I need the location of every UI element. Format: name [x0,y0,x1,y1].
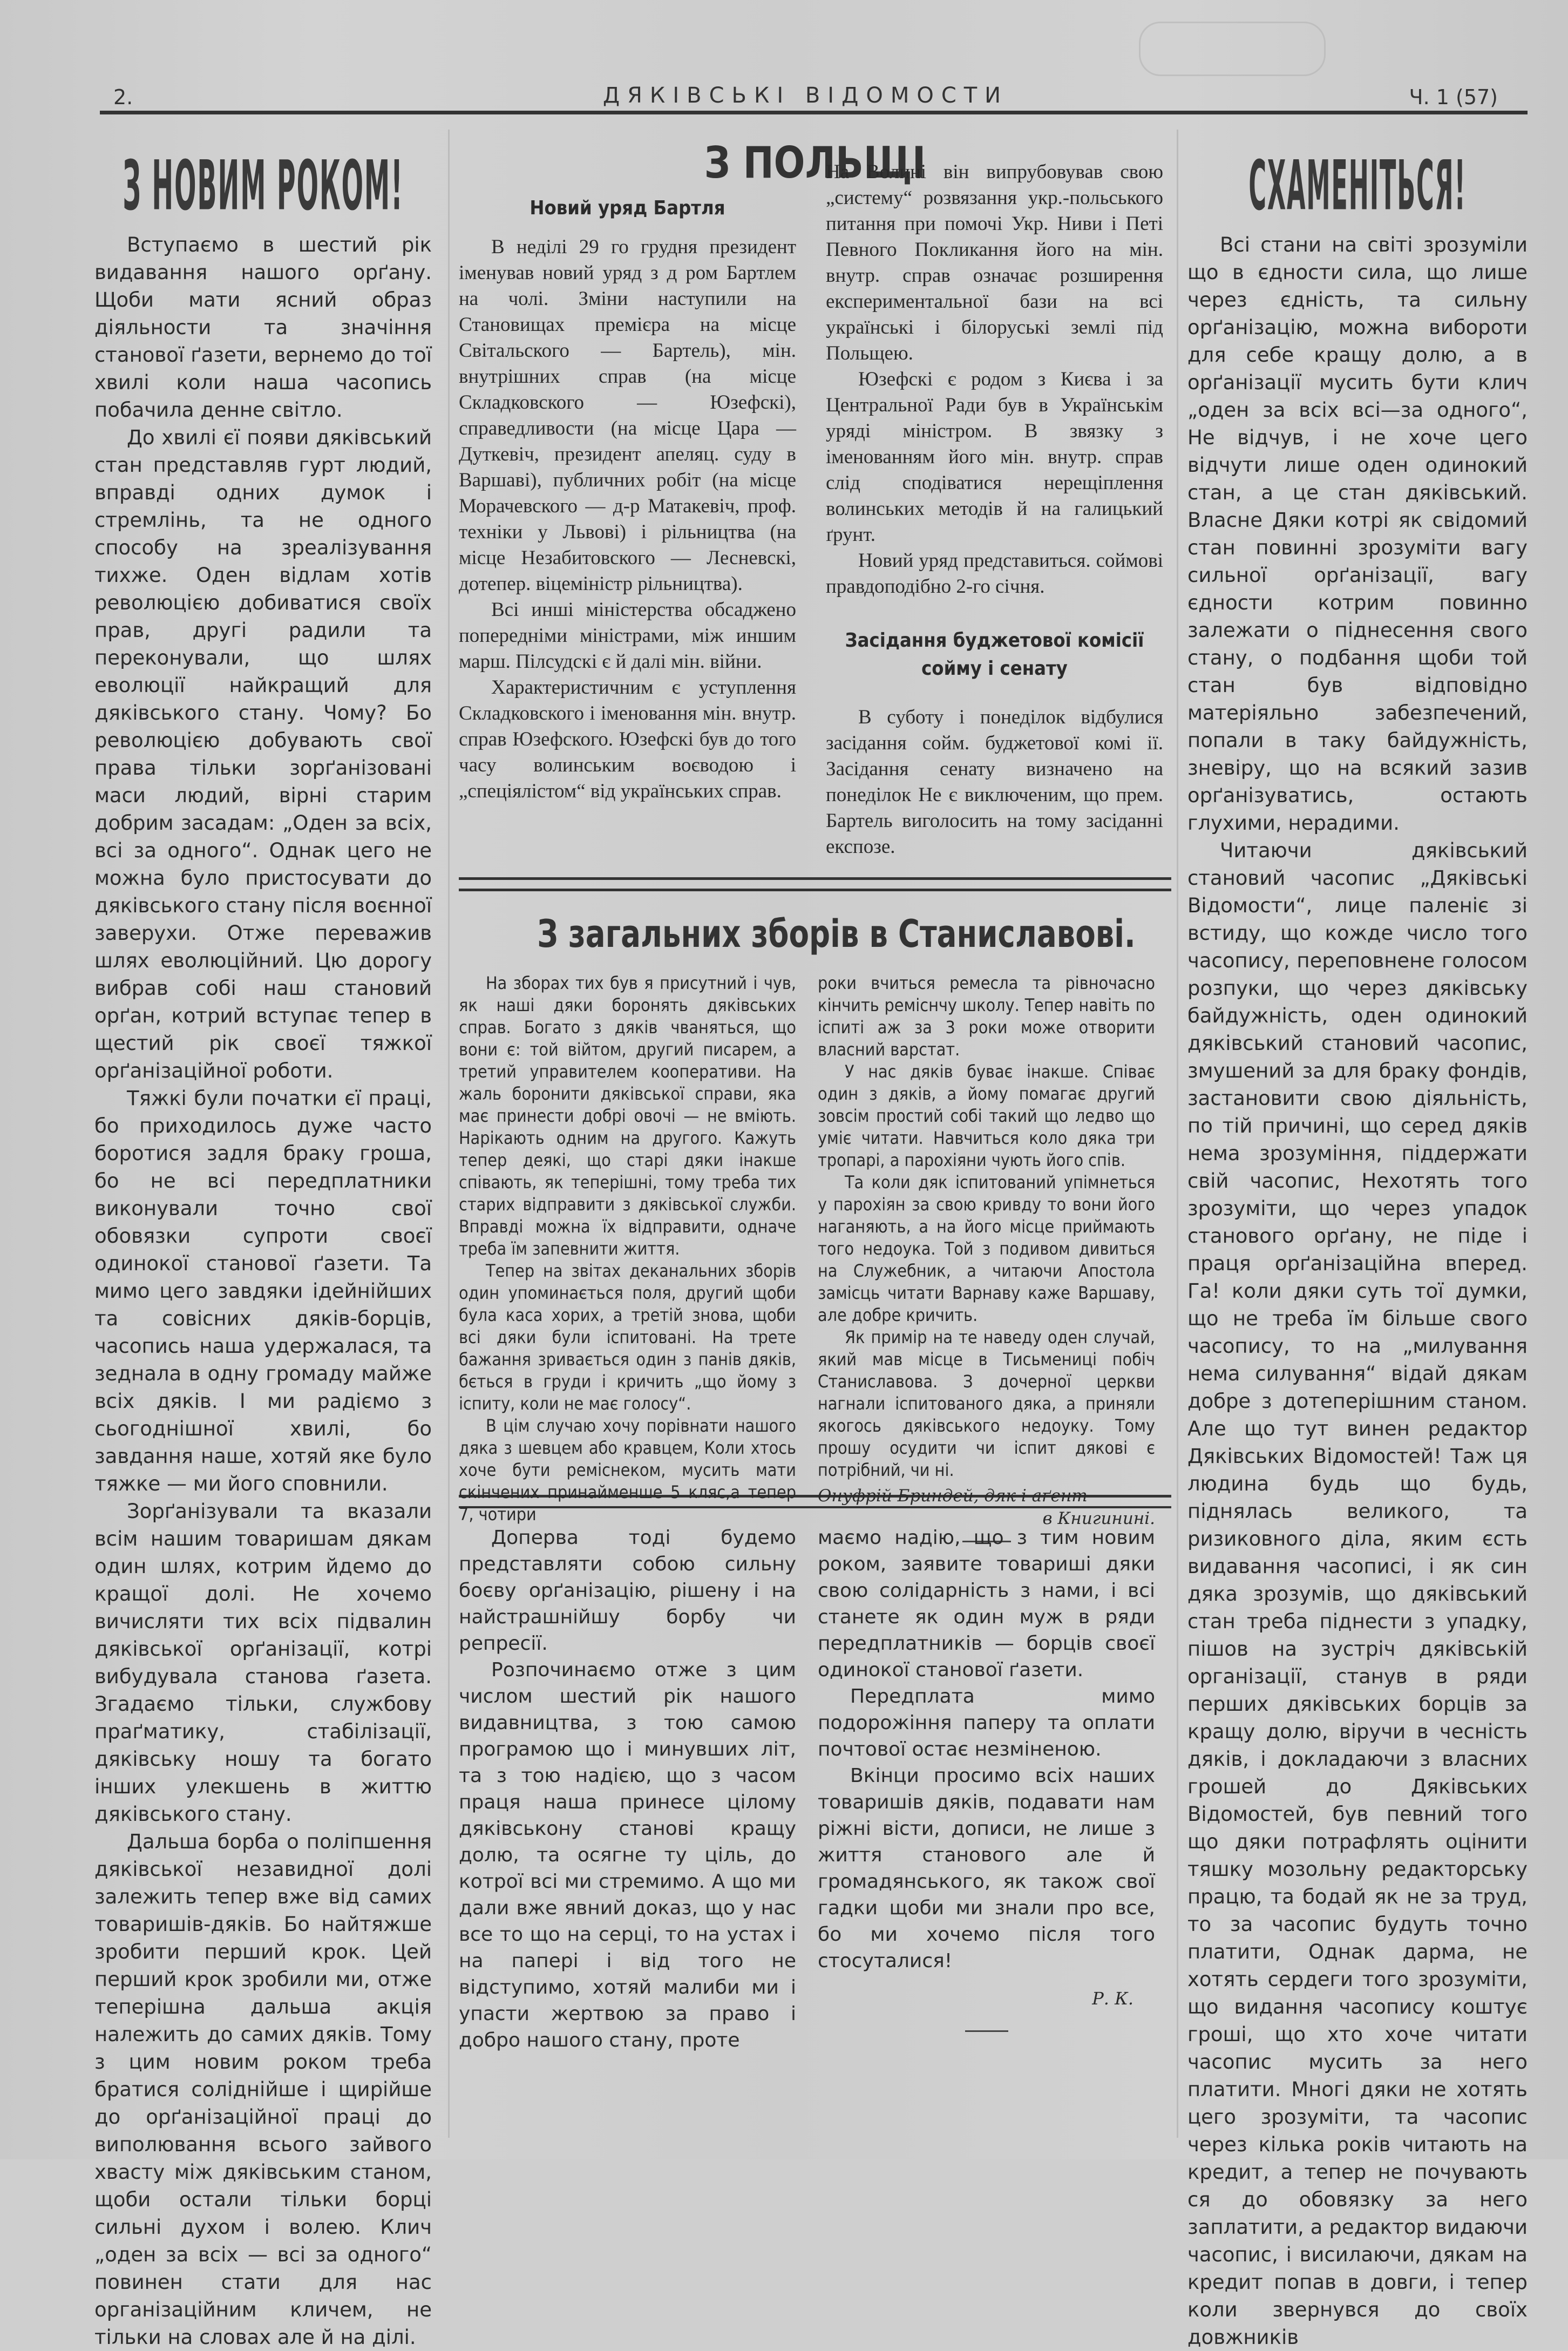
continuation-column-a [459,1525,796,2054]
paragraph: До хвилі єї появи дяківський стан представляв гурт людий, вправді одних думок і стремлінь, та не одного способу на зреалізування тихже. Оден відлам хотів революцією добиватися своїх прав, другі радили та переконували, що шлях еволюції найкращий для дяківського стану. Чому? Бо революцією добувають свої права тільки зорґанізовані маси людий, вірні старим добрим засадам: „Оден за всіх, всі за одного“. Однак цего не можна було пристосувати до дяківського стану після воєнної заверухи. Отже переважив шлях еволюційний. Цю дорогу вибрав собі наш становий орґан, котрий вступає тепер в щестий рік своєї тяжкої орґанізаційної роботи. [94,426,432,1082]
newspaper-title: ДЯКІВСЬКІ ВІДОМОСТИ [602,83,1009,108]
poland-column-b [826,159,1163,860]
paragraph: Розпочинаємо отже з цим числом шестий рік нашого видавництва, з тою самою програмою що і минувших літ, та з тою надією, що з часом праця наша принесе цілому дяківськону станові кращу долю, та осягне ту ціль, до котрої всі ми стремимо. А що ми дали вже явний доказ, що у нас все то що на серці, то на устах і на папері і від того не відступимо, хотяй малиби ми і упасти жертвою за право і добро нашого стану, проте [459,1659,796,2051]
paragraph: Новий уряд представиться. соймові правдоподібно 2-го січня. [826,550,1163,598]
running-header [103,81,1509,113]
article-from-poland [459,138,1171,877]
paragraph: Тяжкі були початки єї праці, бо приходилось дуже часто боротися задля браку гроша, бо не всі передплатники виконували точно свої обовязки супроти своєї одинокої станової ґазети. Та мимо цего завдяки ідейнійших та совісних дяків-борців, часопись наша удержалася, та зеднала в одну громаду майже всіх дяків. І ми радіємо з сьогоднішної хвилі, бо завдання наше, хотяй яке було тяжке — ми його сповнили. [94,1087,432,1495]
stanislaviv-column-a [459,972,796,1526]
section-divider [459,877,1171,891]
stanislaviv-column-b [818,972,1155,1542]
author-signature [818,1485,1155,1530]
article-new-year [94,146,432,2351]
paragraph: В неділі 29 го грудня президент іменував новий уряд з д ром Бартлем на чолі. Зміни наступили на Становищах премієра на місце Світальского — Бартель), мін. внутрішних справ (на місце Складковского — Юзефскі), справедливости (на місце Цара — Дуткевіч, президент апеляц. суду в Варшаві), публичних робіт (на місце Морачевского — д-р Матакевіч, проф. техніки у Львові) і рільництва (на місце Незабитовского — Лесневскі, дотепер. віцеміністр рільництва). [459,236,796,595]
issue-number: Ч. 1 (57) [1409,85,1498,109]
article-stanislaviv [459,912,1171,1528]
continuation-column-b [818,1525,1155,2032]
paragraph: Вкінци просимо всіх наших товаришів дяків, подавати нам ріжні вісти, дописи, не лише з життя станового але й громадянського, як також свої гадки щоби ми знали про все, бо ми хочемо після того стосуталися! [818,1765,1155,1972]
author-initials: Р. К. [1092,1988,1133,2009]
paragraph: Передплата мимо подорожіння паперу та оплати почтової остає незміненою. [818,1685,1155,1760]
paragraph: Характеристичним є уступлення Складковского і іменовання мін. внутр. справ Юзефского. Юзефскі був до того часу волинським воєводою і „спеціялістом“ від українських справ. [459,676,796,802]
paragraph: Доперва тоді будемо представляти собою сильну боєву орґанізацію, рішену і на найстрашнійшу борбу чи репресії. [459,1527,796,1655]
article-title: З загальних зборів в Станиславові. [537,912,1136,956]
middle-section [459,138,1171,2064]
paragraph: Як примір на те наведу оден случай, який мав місце в Тисьмениці побіч Станиславова. З дочерної церкви нагнали іспитованого дяка, а приняли якогось дяківського недоуку. Тому прошу осудити чи іспит дякові є потрібний, чи ні. [818,1327,1155,1480]
subheading: Новий уряд Бартля [530,197,725,219]
paragraph: В суботу і понеділок відбулися засідання сойм. буджетової комі ії. Засідання сенату визначено на понеділок Не є виключеним, що прем. Бартель виголосить на тому засіданні експозе. [826,706,1163,858]
subheading: Засідання буджетової комісії сойму і сенату [845,629,1144,680]
paragraph: маємо надію, що з тим новим роком, заявите товариші дяки свою солідарність з нами, і всі станете як один муж в ряди передплатників — борців своєї одинокої станової ґазети. [818,1527,1155,1681]
paragraph: Та коли дяк іспитований упімнеться у парохіян за свою кривду то вони його наганяють, а на його місце приймають того недоука. Той з подивом дивиться на Служебник, а читаючи Апостола замісць читати Варнаву каже Варшаву, але добре кричить. [818,1172,1155,1325]
end-mark [965,2030,1008,2032]
column-divider [448,130,450,2138]
signature-name: Онуфрій Бриндей, дяк і аґент [818,1486,1088,1506]
section-title: З ПОЛЬЩІ [704,138,926,188]
article-title: З НОВИМ РОКОМ! [123,146,404,226]
paragraph: Юзефскі є родом з Києва і за Центральної Ради був в Українськім уряді міністром. В звязку з іменованням його мін. внутр. справ слід сподіватися нерещіплення волинських методів й на галицький ґрунт. [826,368,1163,546]
page-number: 2. [113,85,133,109]
paragraph: Тепер на звітах деканальних зборів один упоминається поля, другий щоби була каса хорих, а третій знова, щоби всі дяки були іспитовані. На трете бажання зривається один з панів дяків, бється в груди і кричить „що йому з іспиту, коли не має голосу“. [459,1261,796,1414]
new-year-continuation [459,1525,1171,2064]
paragraph: У нас дяків буває інакше. Співає один з дяків, а йому помагає другий зовсім простий собі такий що ледво що уміє читати. Навчиться коло дяка три тропарі, а парохіяни чують його спів. [818,1061,1155,1170]
paragraph: В цім случаю хочу порівнати нашого дяка з шевцем або кравцем, Коли хтось хоче бути реміснеком, мусить мати скінчених принайменше 5 кляс,а тепер 7, чотири [459,1415,796,1525]
paragraph: Всі инші міністерства обсаджено попередніми міністрами, між иншим марш. Пілсудскі є й далі мін. війни. [459,599,796,673]
library-stamp [1139,22,1326,76]
signature-location: в Книгинині. [1042,1509,1155,1528]
paragraph: Зорґанізували та вказали всім нашим товаришам дякам один шлях, котрим йдемо до кращої долі. Не хочемо вичисляти тих всіх підвалин дяківської орґанізації, котрі вибудувала станова ґазета. Згадаємо тільки, службову праґматику, стабілізації, дяківську ношу та богато інших улекшень в життю дяківського стану. [94,1500,432,1826]
paragraph: Читаючи дяківський становий часопис „Дяківські Відомости“, лице паленіє зі встиду, що кожде число того часопису, переповнене голосом розпуки, що через дяківську байдужність, оден одинокий дяківський становий часопис, змушений за для браку фондів, застановити свою діяльність, по тій причині, що серед дяків нема зрозуміння, піддержати свій часопис, Нехотять того зрозуміти, що через упадок станового орґану, не піде і праця орґанізаційна вперед. Га! коли дяки суть тої думки, що не треба їм більше свого часопису, то на „милування нема силування“ відай дякам добре з дотеперішним станом. Але що тут винен редактор Дяківських Відомостей! Таж ця людина будь що будь, піднялась великого, та ризиковного діла, яким єсть видавання часописі, і як син дяка зрозумів, що дяківський стан треба піднести з упадку, пішов на зустріч дяківській організації, станув в ряди перших дяківських борців за кращу долю, віручи в чесність дяків, і докладаючи з власних грошей до Дяківських Відомостей, був певний того що дяки потрафлять оцінити тяшку мозольну редакторську працю, та бодай як не за труд, то за часопис будуть точно платити, Однак дарма, не хотять сердеги того зрозуміти, що видання часопису коштує гроші, що хто хоче читати часопис мусить за него платити. Многі дяки не хотять цего зрозуміти, та часопис через кілька років читають на кредит, а тепер не почувають ся до обовязку за него заплатити, а редактор видаючи часопис, і висилаючи, дякам на кредит попав в довги, і тепер коли звернувся до своїх довжників [1187,839,1528,2349]
article-title: СХАМЕНІТЬСЯ! [1248,146,1467,226]
poland-column-a [459,197,796,804]
paragraph: роки вчиться ремесла та рівночасно кінчить реміснчу школу. Тепер навіть по іспиті аж за 3 роки може отворити власний варстат. [818,973,1155,1060]
paragraph: На зборах тих був я присутний і чув, як наші дяки боронять дяківських справ. Богато з дяків чваняться, що вони є: той війтом, другий писарем, а третий управителем кооперативи. На жаль боронити дяківської справи, яка має принести добрі овочі — не вміють. Нарікають одним на другого. Кажуть тепер деякі, що старі дяки інакше співають, як теперішні, тому треба тих старих відправити з дяківської служби. Вправді можна їх відправити, одначе треба їм запевнити життя. [459,973,796,1259]
header-rule [100,111,1528,114]
paragraph: Вступаємо в шестий рік видавання нашого орґану. Щоби мати ясний образ діяльности та значіння станової ґазети, вернемо до тої хвилі коли наша часопись побачила денне світло. [94,233,432,422]
column-divider [1177,130,1178,2138]
paragraph: Дальша борба о поліпшення дяківської незавидної долі залежить тепер вже від самих товаришів-дяків. Бо найтяжше зробити перший крок. Цей перший крок зробили ми, отже теперішна дальша акція належить до самих дяків. Тому з цим новим роком треба братися соліднійше і щирійше до орґанізаційної праці до виполювання всього зайвого хвасту між дяківським станом, щоби остали тільки борці сильні духом і волею. Клич „оден за всіх — всі за одного“ повинен стати для нас організаційним кличем, не тільки на словах але й на ділі. [94,1830,432,2349]
paragraph: На Волині він випрубовував свою „систему“ розвязання укр.-польського питання при помочі Укр. Ниви і Петі Певного Покликання його на мін. внутр. справ означає розширення експериментальної бази на всі українські і білоруські землі під Польщею. [826,161,1163,364]
paragraph: Всі стани на світі зрозуміли що в єдности сила, що лише через єдність, та сильну орґанізацію, можна вибороти для себе кращу долю, а в орґанізації мусить бути клич „оден за всіх всі—за одного“, Не відчув, і не хоче цего відчути лише оден одинокий стан, а це стан дяківський. Власне Дяки котрі як свідомий стан повинні зрозуміти вагу сильної орґанізації, вагу єдности котрим повинно залежати о піднесення свого стану, о подбання щоби той стан був відповідно матеріяльно забезпечений, попали в таку байдужність, зневіру, що на всякий зазив орґанізуватись, остають глухими, нерадими. [1187,233,1528,835]
article-wake-up [1187,146,1528,2351]
